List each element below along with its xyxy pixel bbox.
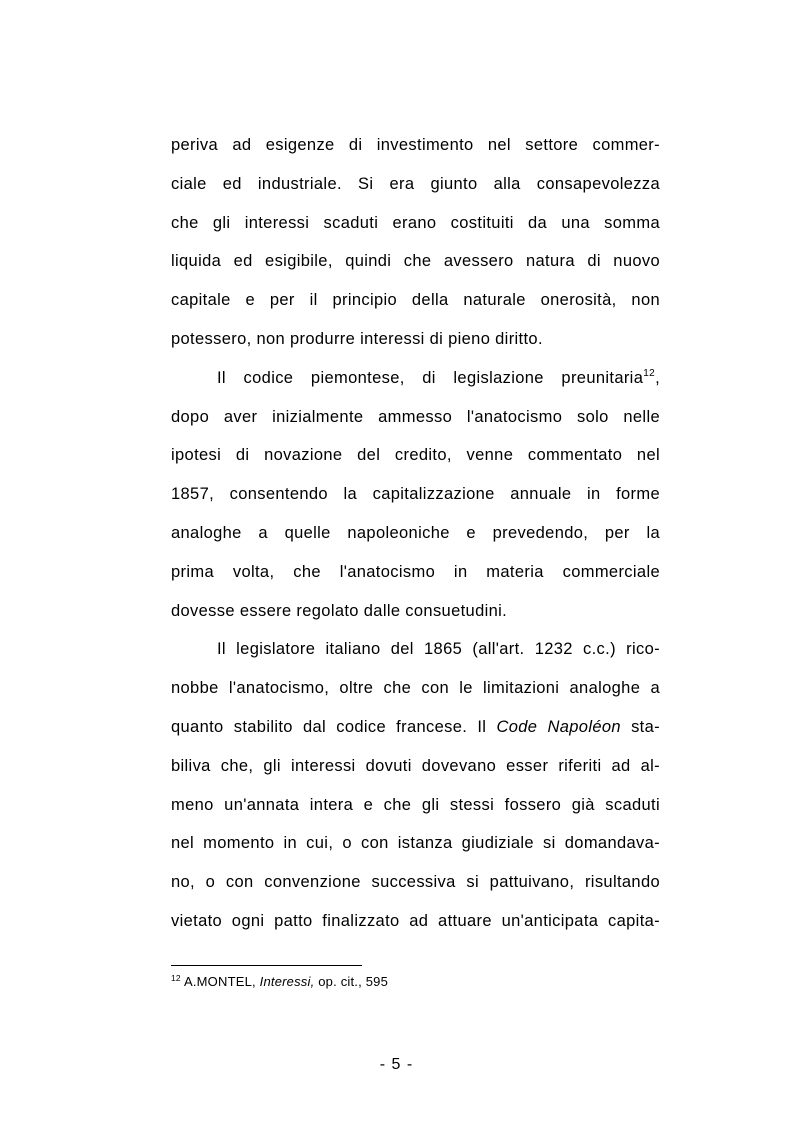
- text-span: ,: [655, 368, 660, 387]
- text-line: 1857, consentendo la capitalizzazione annuale in forme: [171, 485, 660, 504]
- text-line: che gli interessi scaduti erano costituiti da una somma: [171, 213, 660, 232]
- text-line: prima volta, che l'anatocismo in materia commerciale: [171, 562, 660, 581]
- body-text: [171, 126, 660, 941]
- text-span: quanto stabilito dal codice francese. Il: [171, 717, 497, 736]
- footnote-title: Interessi,: [259, 974, 315, 989]
- text-line: ciale ed industriale. Si era giunto alla consapevolezza: [171, 174, 660, 193]
- footnote-number: 12: [171, 973, 181, 983]
- page-number: - 5 -: [379, 1056, 414, 1073]
- paragraph-last-line: dovesse essere regolato dalle consuetudini.: [171, 601, 508, 620]
- footnote-reference[interactable]: 12: [643, 367, 656, 379]
- text-line: [171, 359, 660, 398]
- text-span: Il codice piemontese, di legislazione preunitaria: [217, 368, 644, 387]
- text-line: [171, 708, 660, 747]
- footnote-citation: op. cit., 595: [314, 974, 389, 989]
- text-line: meno un'annata intera e che gli stessi fossero già scaduti: [171, 795, 660, 814]
- text-line: nobbe l'anatocismo, oltre che con le limitazioni analoghe a: [171, 679, 660, 698]
- text-line: biliva che, gli interessi dovuti dovevano esser riferiti ad al-: [171, 756, 660, 775]
- text-span: sta-: [620, 717, 660, 736]
- footnote-separator: [171, 965, 362, 966]
- text-line: liquida ed esigibile, quindi che avessero natura di nuovo: [171, 252, 660, 271]
- text-line: ipotesi di novazione del credito, venne commentato nel: [171, 446, 660, 465]
- italic-title: Code Napoléon: [496, 717, 621, 736]
- text-line: dopo aver inizialmente ammesso l'anatocismo solo nelle: [171, 407, 660, 426]
- footnote-author: A.MONTEL,: [183, 974, 260, 989]
- text-line: capitale e per il principio della naturale onerosità, non: [171, 291, 660, 310]
- text-line: vietato ogni patto finalizzato ad attuare un'anticipata capita-: [171, 911, 660, 930]
- footnote: [171, 974, 388, 989]
- text-line: analoghe a quelle napoleoniche e prevedendo, per la: [171, 523, 660, 542]
- text-line: periva ad esigenze di investimento nel settore commer-: [171, 136, 660, 154]
- text-line: Il legislatore italiano del 1865 (all'art. 1232 c.c.) rico-: [217, 640, 660, 659]
- text-line: no, o con convenzione successiva si pattuivano, risultando: [171, 873, 660, 892]
- text-line: nel momento in cui, o con istanza giudiziale si domandava-: [171, 834, 660, 853]
- paragraph-last-line: potessero, non produrre interessi di pieno diritto.: [171, 329, 543, 348]
